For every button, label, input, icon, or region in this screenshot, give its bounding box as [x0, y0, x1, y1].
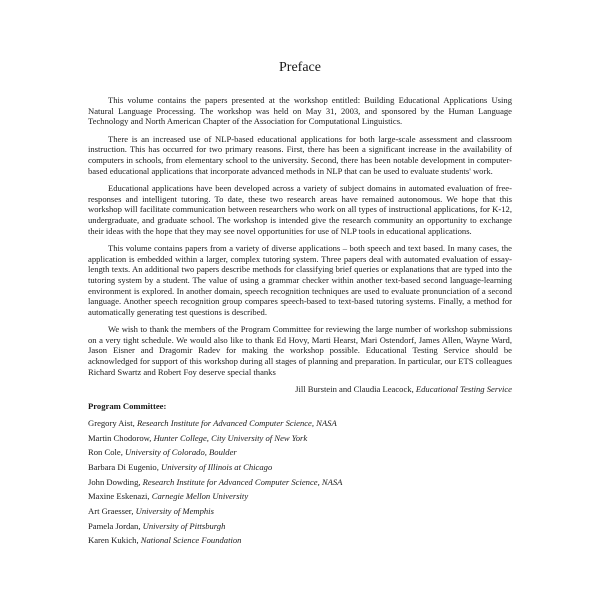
member-affiliation: University of Illinois at Chicago	[161, 461, 273, 472]
member-affiliation: National Science Foundation	[140, 535, 242, 546]
member-affiliation: Research Institute for Advanced Computer Science, NASA	[142, 476, 343, 487]
signature-names: Jill Burstein and Claudia Leacock,	[295, 384, 416, 395]
committee-member	[88, 506, 512, 516]
committee-member	[88, 535, 512, 545]
committee-member	[88, 521, 512, 531]
member-name: Art Graesser,	[88, 505, 136, 516]
committee-member	[88, 462, 512, 472]
committee-member	[88, 433, 512, 443]
member-name: Maxine Eskenazi,	[88, 491, 152, 502]
paragraph-intro: This volume contains the papers presented at the workshop entitled: Building Educational Applications Using Natural Language Processing. The workshop was held on May 31, 2003, and sponsored by the Human Language Technology and North American Chapter of the Association for Computational Linguistics.	[88, 95, 512, 127]
member-affiliation: University of Memphis	[135, 505, 214, 516]
member-affiliation: Carnegie Mellon University	[151, 491, 249, 502]
member-name: Pamela Jordan,	[88, 520, 143, 531]
paragraph-domains: Educational applications have been developed across a variety of subject domains in automated evaluation of free-responses and intelligent tutoring. To date, these two research areas have remained autonomous. We hope that this workshop will facilitate communication between researchers who work on all types of instructional applications, for K-12, undergraduate, and graduate school. The workshop is intended give the research community an opportunity to exchange their ideas with the hope that they may see novel opportunities for use of NLP tools in educational applications.	[88, 183, 512, 236]
committee-member	[88, 477, 512, 487]
member-name: John Dowding,	[88, 476, 143, 487]
member-affiliation: Hunter College, City University of New York	[153, 432, 308, 443]
paragraph-acknowledgements: We wish to thank the members of the Program Committee for reviewing the large number of workshop submissions on a very tight schedule. We would also like to thank Ed Hovy, Marti Hearst, Mari Ostendorf, James Allen, Wayne Ward, Jason Eisner and Dragomir Radev for making the workshop possible. Educational Testing Service should be acknowledged for support of this workshop during all stages of planning and preparation. In particular, our ETS colleagues Richard Swartz and Robert Foy deserve special thanks	[88, 324, 512, 377]
member-affiliation: University of Colorado, Boulder	[125, 447, 237, 458]
committee-member	[88, 491, 512, 501]
member-name: Karen Kukich,	[88, 535, 141, 546]
member-name: Gregory Aist,	[88, 417, 137, 428]
member-name: Ron Cole,	[88, 447, 126, 458]
committee-member	[88, 447, 512, 457]
committee-member	[88, 418, 512, 428]
paragraph-volume-contents: This volume contains papers from a variety of diverse applications – both speech and text based. In many cases, the application is embedded within a larger, complex tutoring system. Three papers deal with automated evaluation of essay-length texts. An additional two papers describe methods for classifying brief queries or explanations that are typed into the tutoring system by a student. The value of using a grammar checker within another text-based second language-learning environment is explored. In another domain, speech recognition techniques are used to evaluate pronunciation of a second language. Another speech recognition group compares speech-based to text-based tutoring systems. Finally, a method for automatically generating test questions is described.	[88, 243, 512, 317]
paragraph-motivation: There is an increased use of NLP-based educational applications for both large-scale assessment and classroom instruction. This has occurred for two primary reasons. First, there has been a significant increase in the availability of computers in schools, from elementary school to the university. Second, there has been notable development in computer-based educational applications that incorporate advanced methods in NLP that can be used to evaluate students' work.	[88, 133, 512, 176]
preface-body	[88, 95, 512, 550]
signature	[88, 384, 512, 395]
signature-organization: Educational Testing Service	[415, 384, 512, 395]
member-affiliation: University of Pittsburgh	[142, 520, 226, 531]
page-title: Preface	[279, 60, 321, 75]
member-name: Martin Chodorow,	[88, 432, 154, 443]
committee-heading: Program Committee:	[88, 400, 167, 411]
committee-list	[88, 418, 512, 546]
member-affiliation: Research Institute for Advanced Computer Science, NASA	[136, 417, 337, 428]
member-name: Barbara Di Eugenio,	[88, 461, 162, 472]
